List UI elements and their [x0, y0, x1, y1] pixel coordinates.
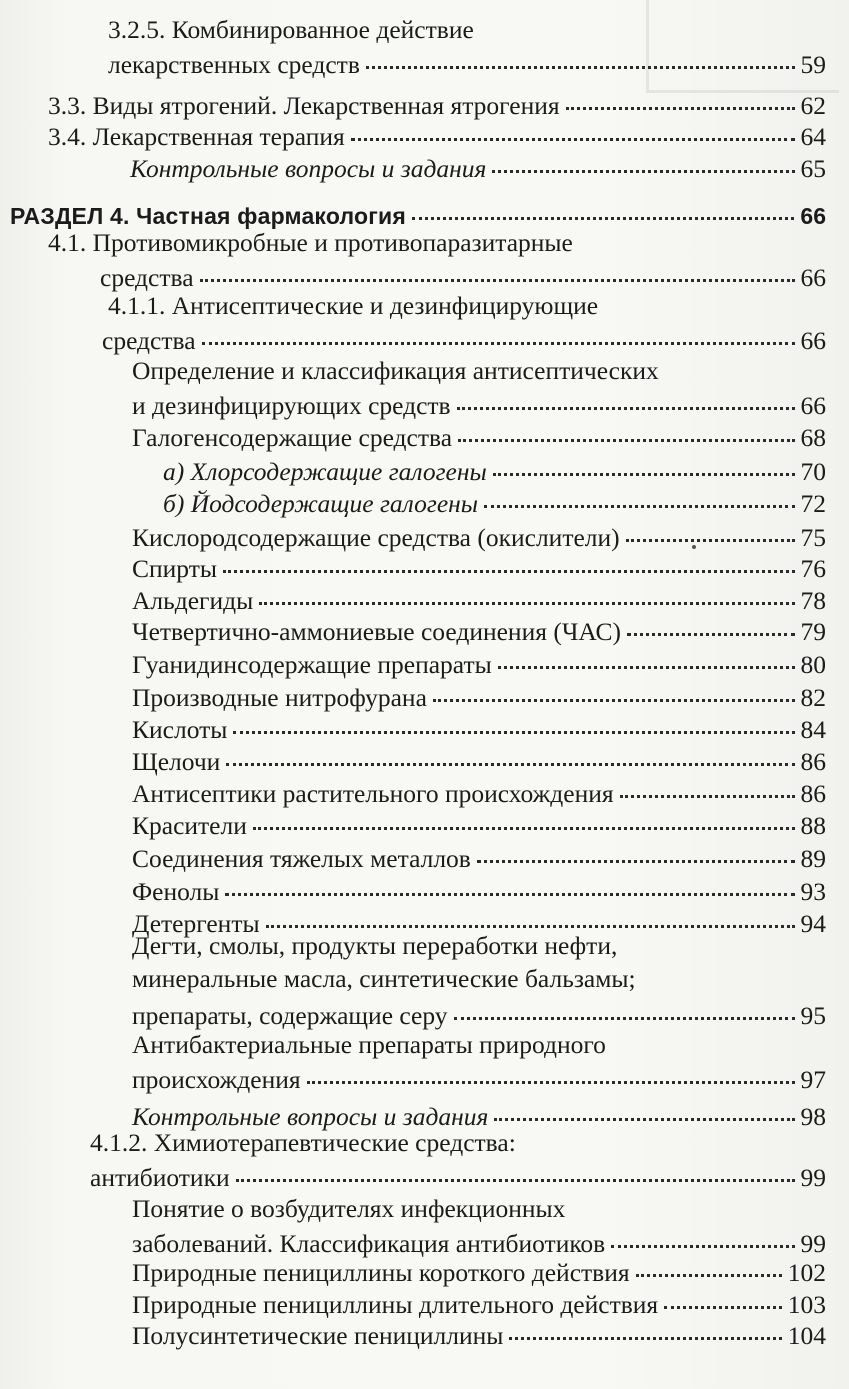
toc-entry-title: Определение и классификация антисептических	[132, 356, 659, 385]
toc-page-number: 66	[800, 263, 826, 292]
toc-page-number: 104	[787, 1321, 826, 1350]
toc-page-number: 86	[800, 747, 826, 776]
toc-entry-title: Производные нитрофурана	[132, 683, 427, 712]
toc-page-number: 95	[800, 1001, 826, 1030]
dot-leader	[566, 86, 795, 114]
toc-entry-line	[48, 86, 826, 121]
dot-leader	[664, 1285, 782, 1313]
toc-entry-line	[132, 581, 826, 616]
toc-entry-title: 4.1.2. Химиотерапевтические средства:	[90, 1128, 516, 1157]
toc-page-number: 97	[800, 1065, 826, 1094]
dot-leader	[225, 872, 794, 900]
toc-entry-line	[132, 742, 826, 777]
toc-entry-line	[130, 149, 826, 184]
toc-entry-title: Антисептики растительного происхождения	[132, 779, 614, 808]
toc-entry-title: Детергенты	[132, 909, 260, 938]
toc-page-number: 80	[800, 650, 826, 679]
toc-entry-title: антибиотики	[90, 1163, 230, 1192]
toc-entry-line	[132, 549, 826, 584]
toc-entry-title: Четвертично-аммониевые соединения (ЧАС)	[132, 617, 622, 646]
toc-page-number: 65	[800, 154, 826, 183]
dot-leader	[200, 258, 795, 286]
toc-page-number: 88	[800, 811, 826, 840]
toc-entry-line	[132, 1060, 826, 1095]
dot-leader	[494, 1097, 794, 1125]
toc-page-number: 98	[800, 1102, 826, 1131]
toc-entry-title: Альдегиды	[132, 586, 254, 615]
toc-page-number: 79	[800, 617, 826, 646]
toc-entry-title: Природные пенициллины короткого действия	[132, 1258, 630, 1287]
dot-leader	[627, 612, 794, 640]
dot-leader	[223, 549, 795, 577]
toc-entry-title: РАЗДЕЛ 4. Частная фармакология	[10, 203, 407, 229]
dot-leader	[611, 1224, 794, 1252]
dot-leader	[226, 742, 794, 770]
dot-leader	[626, 518, 795, 546]
toc-page-number: 78	[800, 586, 826, 615]
toc-page-number: 76	[800, 554, 826, 583]
toc-entry-line	[108, 14, 474, 45]
dot-leader	[266, 904, 795, 932]
toc-entry-title: Контрольные вопросы и задания	[132, 1102, 489, 1131]
toc-entry-line	[132, 678, 826, 713]
toc-entry-line	[48, 117, 826, 152]
toc-entry-line	[132, 710, 826, 745]
toc-page-number: 93	[800, 877, 826, 906]
toc-entry-title: Полусинтетические пенициллины	[132, 1321, 504, 1350]
toc-page-number: 72	[800, 489, 826, 518]
toc-page-number: 66	[800, 326, 826, 355]
toc-entry-line	[132, 930, 617, 961]
toc-entry-line	[132, 355, 659, 386]
toc-entry-title: Понятие о возбудителях инфекционных	[132, 1194, 566, 1223]
dot-leader	[233, 710, 794, 738]
toc-entry-title: Контрольные вопросы и задания	[130, 154, 487, 183]
toc-entry-line	[90, 1158, 826, 1193]
dot-leader	[412, 196, 794, 224]
toc-entry-title: 4.1.1. Антисептические и дезинфицирующие	[108, 291, 599, 320]
toc-page-number: 70	[800, 457, 826, 486]
toc-entry-title: Соединения тяжелых металлов	[132, 844, 471, 873]
toc-entry-title: Дегти, смолы, продукты переработки нефти,	[132, 931, 618, 960]
toc-entry-line	[132, 872, 826, 907]
toc-entry-line	[108, 45, 826, 80]
toc-entry-title: препараты, содержащие серу	[132, 1001, 448, 1030]
dot-leader	[202, 321, 795, 349]
toc-entry-title: Кислоты	[132, 715, 228, 744]
dot-leader	[307, 1060, 795, 1088]
toc-entry-line	[132, 418, 826, 453]
toc-entry-line	[108, 290, 598, 321]
dot-leader	[498, 645, 795, 673]
toc-entry-line	[90, 1127, 516, 1158]
toc-entry-line	[132, 386, 826, 421]
dot-leader	[351, 117, 795, 145]
toc-page-number: 99	[800, 1229, 826, 1258]
toc-entry-title: происхождения	[132, 1065, 301, 1094]
dot-leader	[236, 1158, 795, 1186]
toc-page-number: 103	[787, 1290, 826, 1319]
toc-entry-line	[132, 774, 826, 809]
toc-entry-title: Спирты	[132, 554, 217, 583]
toc-entry-title: 3.3. Виды ятрогений. Лекарственная ятрогения	[48, 91, 560, 120]
toc-entry-line	[163, 452, 826, 487]
toc-entry-title: Антибактериальные препараты природного	[132, 1030, 606, 1059]
toc-entry-title: лекарственных средств	[108, 50, 360, 79]
toc-entry-title: 3.2.5. Комбинированное действие	[108, 15, 474, 44]
toc-entry-title: Галогенсодержащие средства	[132, 423, 453, 452]
toc-page-number: 75	[800, 523, 826, 552]
toc-entry-title: Кислородсодержащие средства (окислители)	[132, 523, 620, 552]
dot-leader	[484, 484, 794, 512]
dot-leader	[477, 839, 795, 867]
toc-page-number: 66	[800, 203, 826, 229]
toc-entry-title: а) Хлорсодержащие галогены	[163, 457, 487, 486]
toc-entry-line	[132, 996, 826, 1031]
toc-entry-title: б) Йодсодержащие галогены	[163, 489, 479, 518]
dot-leader	[457, 386, 795, 414]
toc-entry-line	[132, 518, 826, 553]
toc-page-number: 62	[800, 91, 826, 120]
toc-entry-line	[102, 321, 826, 356]
dot-leader	[259, 581, 794, 609]
toc-entry-title: средства	[100, 263, 194, 292]
dot-leader	[454, 996, 795, 1024]
dot-leader	[458, 418, 794, 446]
toc-page-number: 84	[800, 715, 826, 744]
dot-leader	[366, 45, 795, 73]
toc-entry-title: 4.1. Противомикробные и противопаразитарные	[48, 228, 573, 257]
toc-entry-line	[132, 645, 826, 680]
toc-entry-line	[48, 227, 573, 258]
dot-leader	[636, 1253, 782, 1281]
toc-entry-title: и дезинфицирующих средств	[132, 391, 451, 420]
toc-entry-line	[132, 839, 826, 874]
dot-leader	[493, 452, 795, 480]
toc-entry-title: 3.4. Лекарственная терапия	[48, 122, 345, 151]
toc-entry-title: Природные пенициллины длительного действия	[132, 1290, 659, 1319]
dot-leader	[433, 678, 795, 706]
toc-page-number: 102	[787, 1258, 826, 1287]
toc-page-number: 99	[800, 1163, 826, 1192]
toc-entry-line	[132, 1193, 565, 1224]
toc-entry-title: Фенолы	[132, 877, 220, 906]
toc-page-number: 66	[800, 391, 826, 420]
toc-entry-title: минеральные масла, синтетические бальзамы;	[132, 964, 636, 993]
dot-leader	[509, 1316, 781, 1344]
dot-leader	[253, 806, 795, 834]
toc-entry-line	[100, 258, 826, 293]
dot-leader	[620, 774, 795, 802]
toc-page-number: 94	[800, 909, 826, 938]
toc-entry-title: средства	[102, 326, 196, 355]
toc-page-number: 64	[800, 122, 826, 151]
toc-entry-line	[132, 1316, 826, 1351]
toc-entry-line	[132, 1029, 606, 1060]
toc-page-number: 82	[800, 683, 826, 712]
toc-entry-line	[132, 1253, 826, 1288]
toc-entry-line	[132, 963, 636, 994]
toc-page-number: 68	[800, 423, 826, 452]
toc-entry-line	[132, 1285, 826, 1320]
toc-entry-title: заболеваний. Классификация антибиотиков	[132, 1229, 606, 1258]
toc-entry-title: Красители	[132, 811, 247, 840]
toc-page-number: 86	[800, 779, 826, 808]
toc-page-number: 59	[800, 50, 826, 79]
toc-entry-line	[163, 484, 826, 519]
dot-leader	[492, 149, 794, 177]
toc-page-number: 89	[800, 844, 826, 873]
toc-entry-title: Щелочи	[132, 747, 221, 776]
toc-entry-line	[132, 612, 826, 647]
toc-entry-title: Гуанидинсодержащие препараты	[132, 650, 492, 679]
toc-entry-line	[132, 806, 826, 841]
